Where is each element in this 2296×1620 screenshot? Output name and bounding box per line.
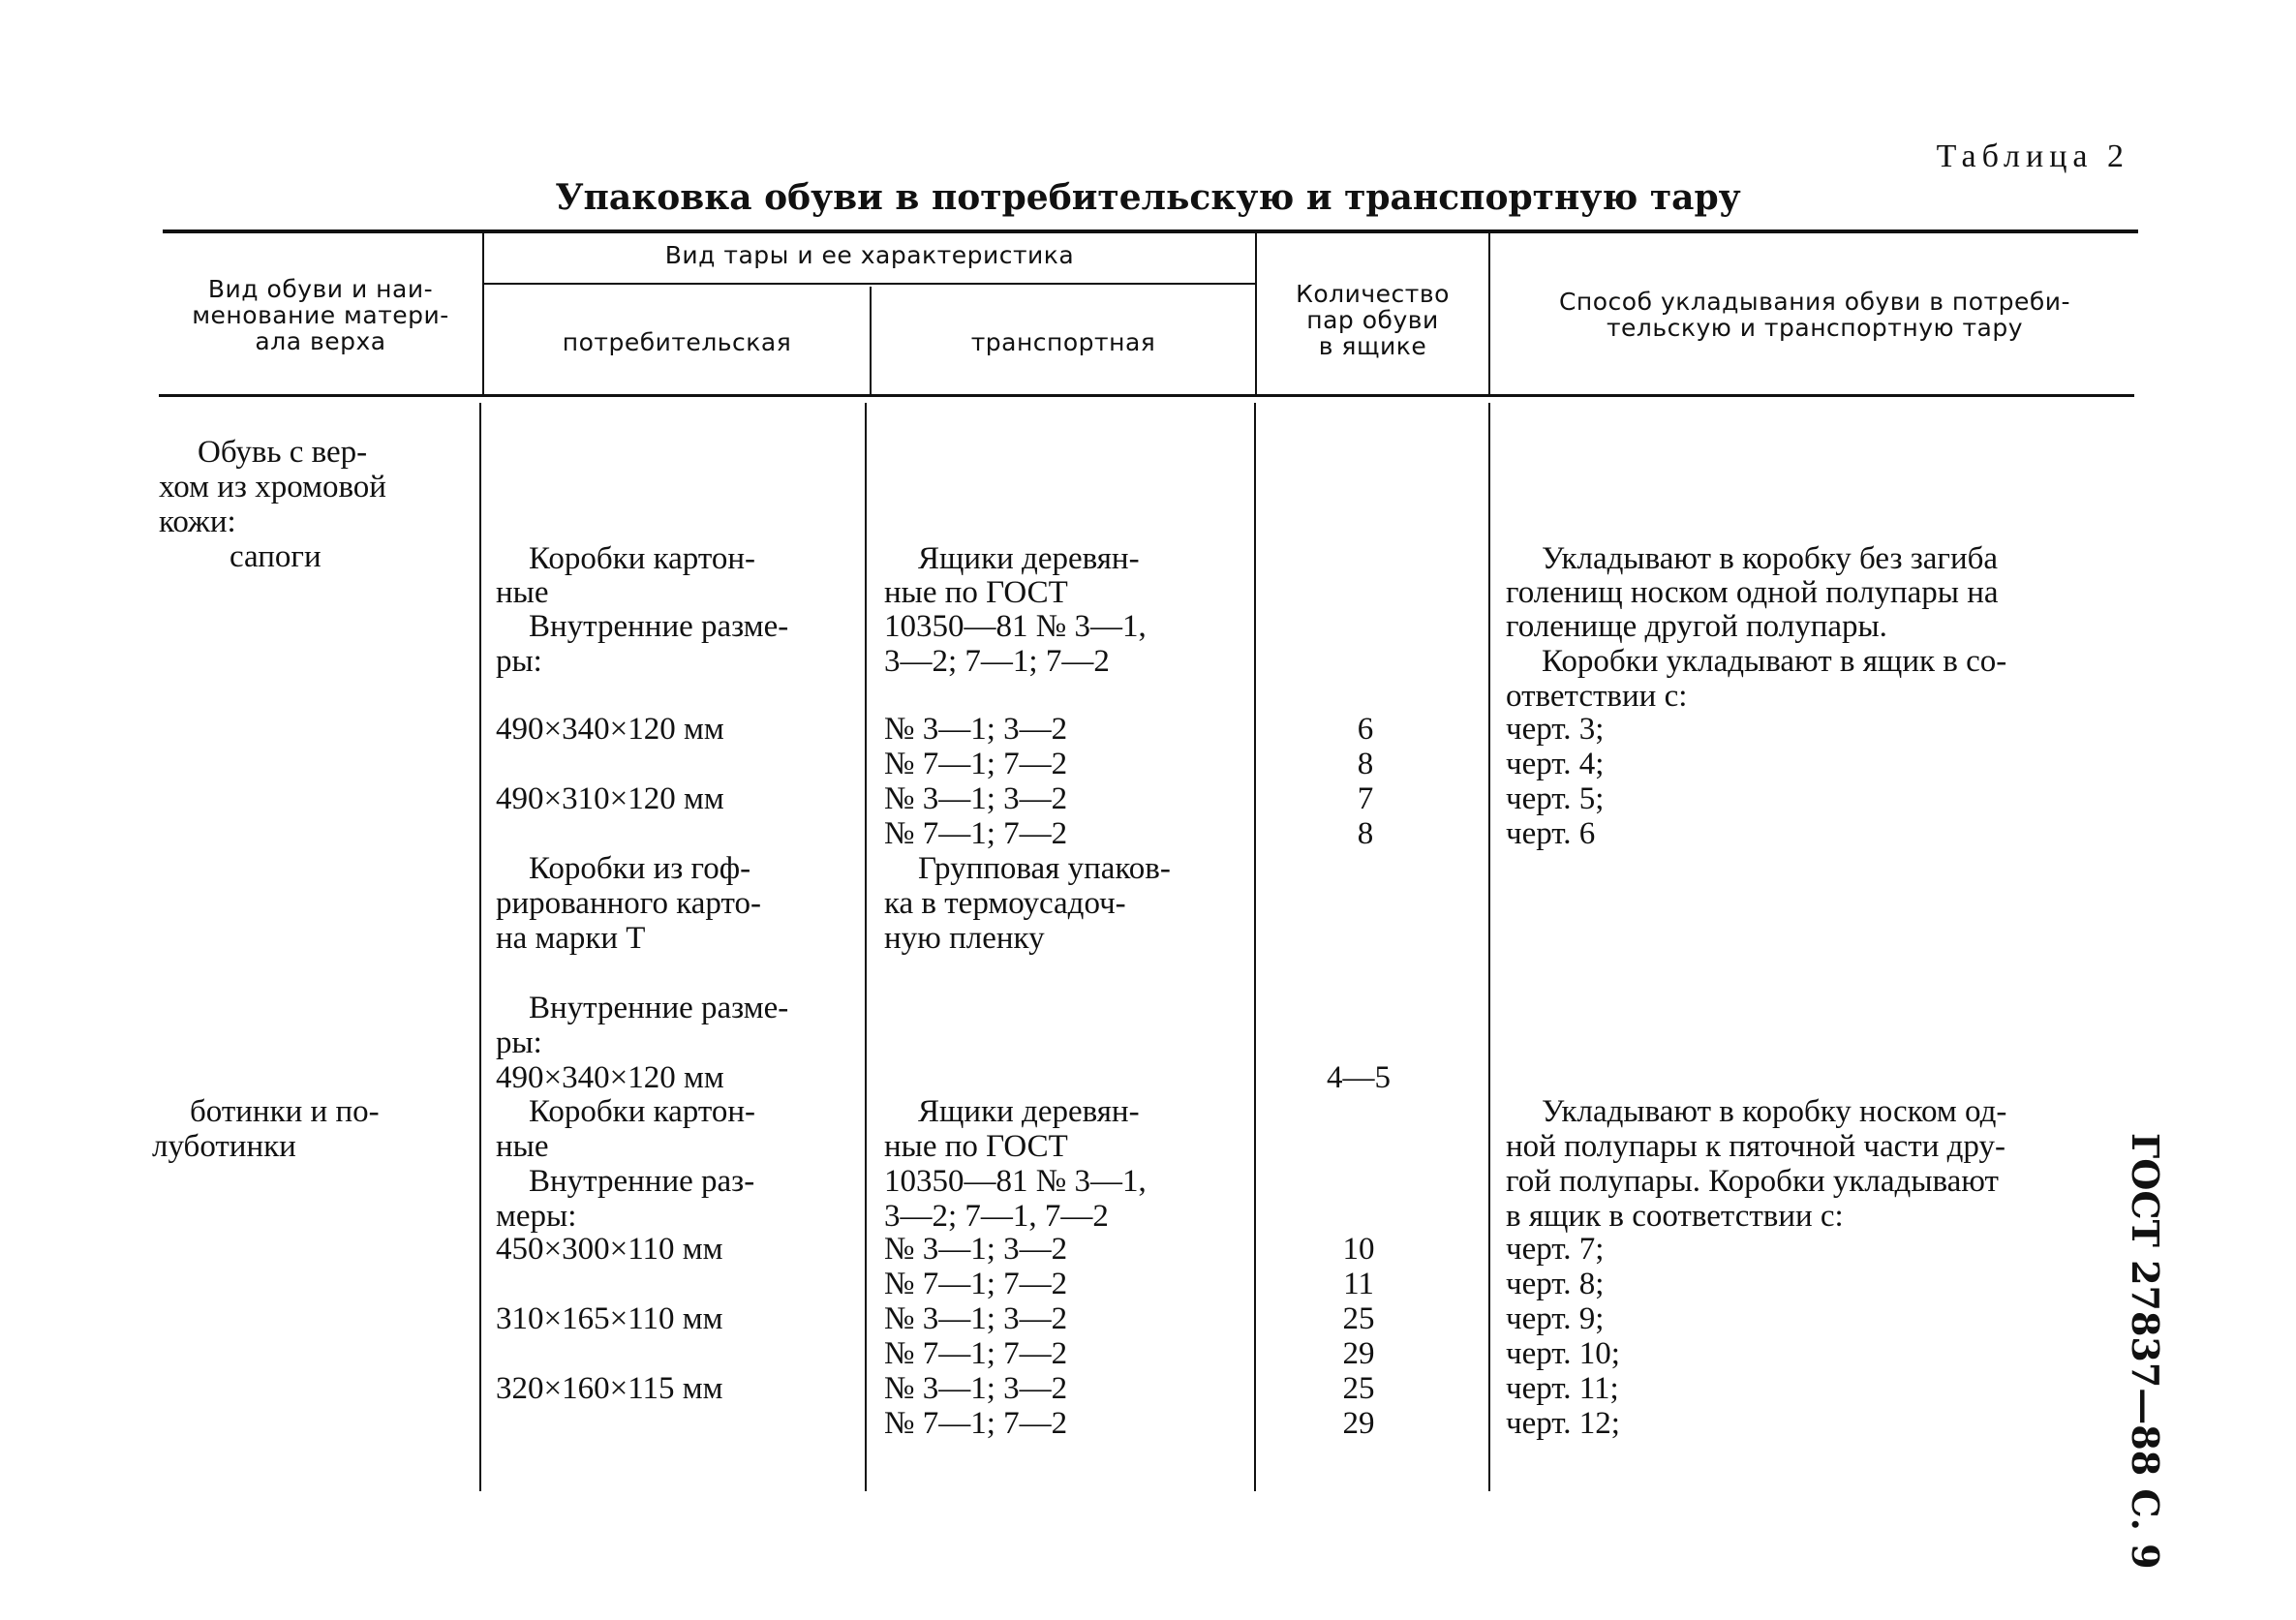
shoe-type-line: сапоги xyxy=(230,539,321,574)
pairs-count: 6 xyxy=(1357,712,1374,747)
shoe-type-line: кожи: xyxy=(159,504,236,539)
method-line: черт. 7; xyxy=(1506,1232,1605,1267)
pairs-count: 29 xyxy=(1342,1406,1375,1441)
consumer-line: рированного карто- xyxy=(496,886,761,921)
consumer-line: 490×340×120 мм xyxy=(496,712,724,747)
consumer-line: 490×340×120 мм xyxy=(496,1060,724,1095)
header-shoe-type xyxy=(165,276,476,354)
transport-line: ные по ГОСТ xyxy=(884,1129,1068,1164)
transport-line: ные по ГОСТ xyxy=(884,575,1068,610)
method-line: черт. 11; xyxy=(1506,1371,1619,1406)
table-number: Таблица 2 xyxy=(1936,138,2129,174)
table-title: Упаковка обуви в потребительскую и транспортную тару xyxy=(555,177,1741,218)
transport-line: № 7—1; 7—2 xyxy=(884,1267,1068,1301)
consumer-line: ры: xyxy=(496,644,542,679)
consumer-line: на марки Т xyxy=(496,921,646,956)
transport-line: ка в термоусадоч- xyxy=(884,886,1126,921)
transport-line: ную пленку xyxy=(884,921,1045,956)
consumer-line: Коробки картон- xyxy=(529,541,755,576)
transport-line: № 3—1; 3—2 xyxy=(884,1232,1068,1267)
transport-line: № 3—1; 3—2 xyxy=(884,712,1068,747)
method-line: черт. 4; xyxy=(1506,747,1605,781)
header-divider-4 xyxy=(1488,233,1490,394)
consumer-line: Внутренние разме- xyxy=(529,609,789,644)
header-line: Вид обуви и наи- xyxy=(207,275,434,303)
transport-line: № 7—1; 7—2 xyxy=(884,1406,1068,1441)
body-divider-3 xyxy=(1254,403,1256,1491)
pairs-count: 7 xyxy=(1357,781,1374,816)
transport-line: Ящики деревян- xyxy=(918,1094,1140,1129)
pairs-count: 8 xyxy=(1357,747,1374,781)
header-line: в ящике xyxy=(1318,332,1427,360)
transport-line: № 3—1; 3—2 xyxy=(884,1301,1068,1336)
header-transport-packaging: транспортная xyxy=(970,328,1156,356)
consumer-line: 310×165×110 мм xyxy=(496,1301,723,1336)
method-line: черт. 6 xyxy=(1506,816,1596,851)
method-line: черт. 10; xyxy=(1506,1336,1620,1371)
consumer-line: Внутренние раз- xyxy=(529,1164,755,1199)
pairs-count: 8 xyxy=(1357,816,1374,851)
transport-line: № 3—1; 3—2 xyxy=(884,781,1068,816)
shoe-type-line: луботинки xyxy=(152,1129,296,1164)
method-line: в ящик в соответствии с: xyxy=(1506,1199,1844,1234)
header-packaging-group: Вид тары и ее характеристика xyxy=(664,241,1075,269)
transport-line: 10350—81 № 3—1, xyxy=(884,609,1147,644)
header-line: Способ укладывания обуви в потреби- xyxy=(1558,288,2071,316)
page-side-label: ГОСТ 27837—88 С. 9 xyxy=(2124,1133,2167,1570)
method-line: черт. 3; xyxy=(1506,712,1605,747)
transport-line: 3—2; 7—1, 7—2 xyxy=(884,1199,1109,1234)
transport-line: № 7—1; 7—2 xyxy=(884,816,1068,851)
header-bottom-rule xyxy=(159,394,2134,397)
method-line: голенище другой полупары. xyxy=(1506,609,1887,644)
transport-line: 10350—81 № 3—1, xyxy=(884,1164,1147,1199)
consumer-line: 320×160×115 мм xyxy=(496,1371,723,1406)
method-line: ответствии с: xyxy=(1506,679,1688,714)
method-line: черт. 5; xyxy=(1506,781,1605,816)
method-line: голенищ носком одной полупары на xyxy=(1506,575,1999,610)
method-line: Укладывают в коробку без загиба xyxy=(1542,541,1999,576)
pairs-count: 25 xyxy=(1342,1301,1375,1336)
pairs-count: 11 xyxy=(1343,1267,1374,1301)
consumer-line: 490×310×120 мм xyxy=(496,781,724,816)
transport-line: Групповая упаков- xyxy=(918,851,1171,886)
method-line: черт. 8; xyxy=(1506,1267,1605,1301)
header-pairs-per-box xyxy=(1257,281,1488,359)
consumer-line: Внутренние разме- xyxy=(529,991,789,1025)
method-line: Укладывают в коробку носком од- xyxy=(1542,1094,2007,1129)
pairs-count: 4—5 xyxy=(1327,1060,1391,1095)
body-divider-4 xyxy=(1488,403,1490,1491)
header-packing-method xyxy=(1491,289,2138,341)
header-line: пар обуви xyxy=(1306,306,1439,334)
top-rule xyxy=(163,229,2138,233)
shoe-type-line: хом из хромовой xyxy=(159,470,386,504)
consumer-line: ры: xyxy=(496,1025,542,1060)
header-consumer-packaging: потребительская xyxy=(562,328,792,356)
body-divider-1 xyxy=(479,403,481,1491)
transport-line: № 3—1; 3—2 xyxy=(884,1371,1068,1406)
header-group-rule xyxy=(484,283,1255,285)
header-line: Количество xyxy=(1296,280,1450,308)
transport-line: 3—2; 7—1; 7—2 xyxy=(884,644,1110,679)
method-line: черт. 9; xyxy=(1506,1301,1605,1336)
consumer-line: 450×300×110 мм xyxy=(496,1232,723,1267)
method-line: Коробки укладывают в ящик в со- xyxy=(1542,644,2007,679)
pairs-count: 10 xyxy=(1342,1232,1375,1267)
header-line: менование матери- xyxy=(192,301,449,329)
method-line: гой полупары. Коробки укладывают xyxy=(1506,1164,1999,1199)
transport-line: Ящики деревян- xyxy=(918,541,1140,576)
consumer-line: ные xyxy=(496,575,549,610)
method-line: ной полупары к пяточной части дру- xyxy=(1506,1129,2005,1164)
transport-line: № 7—1; 7—2 xyxy=(884,1336,1068,1371)
consumer-line: меры: xyxy=(496,1199,577,1234)
consumer-line: ные xyxy=(496,1129,549,1164)
consumer-line: Коробки из гоф- xyxy=(529,851,751,886)
header-line: тельскую и транспортную тару xyxy=(1606,314,2024,342)
pairs-count: 25 xyxy=(1342,1371,1375,1406)
method-line: черт. 12; xyxy=(1506,1406,1620,1441)
transport-line: № 7—1; 7—2 xyxy=(884,747,1068,781)
pairs-count: 29 xyxy=(1342,1336,1375,1371)
header-line: ала верха xyxy=(255,327,386,355)
body-divider-2 xyxy=(865,403,867,1491)
shoe-type-line: Обувь с вер- xyxy=(198,435,368,470)
shoe-type-line: ботинки и по- xyxy=(190,1094,380,1129)
consumer-line: Коробки картон- xyxy=(529,1094,755,1129)
